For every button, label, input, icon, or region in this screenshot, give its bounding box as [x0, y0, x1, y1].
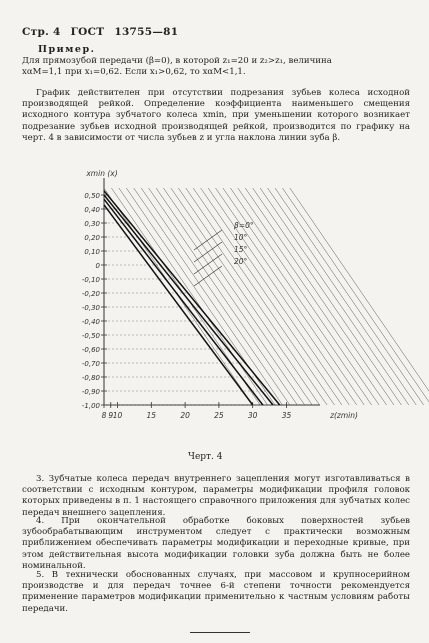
series-line	[104, 199, 263, 405]
x-tick-label: 9	[108, 411, 114, 420]
x-tick-label: 30	[247, 411, 258, 420]
figure-caption: Черт. 4	[188, 452, 223, 462]
paragraph-4: 4. При окончательной обработке боковых поверхностей зубьев зубообрабатывающим инструментом следует с практически возможным приближением обеспечивать параметры модификации и переходные кривые, при этом действительная высота модификации головки зуба должна быть не более номинальной.	[22, 516, 410, 571]
y-axis-label: xmin (x)	[86, 169, 118, 178]
y-tick-label: -1,00	[81, 402, 100, 410]
x-tick-label: 25	[214, 411, 224, 420]
x-tick-label: 35	[281, 411, 292, 420]
y-tick-label: 0,50	[84, 192, 100, 200]
y-tick-label: 0,30	[84, 220, 100, 228]
paragraph-5: 5. В технически обоснованных случаях, при массовом и крупносерийном производстве и для передач точнее 6-й степени точности рекомендуется применение параметров модификации применительно к частным условиям работы передачи.	[22, 570, 410, 614]
x-tick-label: 8	[101, 411, 107, 420]
y-tick-label: -0,10	[81, 276, 100, 284]
series-leader	[194, 230, 222, 250]
series-label: β=0°	[234, 221, 254, 230]
series-leader	[194, 242, 222, 262]
x-tick-label: 20	[180, 411, 190, 420]
x-axis-label: z(zmin)	[330, 411, 358, 420]
guide-line	[290, 188, 429, 405]
series-label: 10°	[234, 233, 248, 242]
y-tick-label: -0,50	[81, 332, 100, 340]
series-line	[104, 205, 253, 405]
y-tick-label: 0,20	[84, 234, 100, 242]
series-leader	[194, 254, 222, 274]
standard-number: 13755—81	[114, 26, 179, 38]
x-tick-label: 10	[112, 411, 123, 420]
example-line-2: xαM=1,1 при x₁=0,62. Если x₁>0,62, то xαM<1,1.	[22, 67, 246, 77]
y-tick-label: -0,60	[81, 346, 100, 354]
y-tick-label: -0,20	[81, 290, 100, 298]
guide-line	[282, 188, 429, 405]
example-line-1: Для прямозубой передачи (β=0), в которой z₁=20 и z₂>z₁, величина	[22, 56, 332, 66]
standard-label: ГОСТ	[70, 26, 105, 38]
y-tick-label: 0,40	[84, 206, 100, 214]
y-tick-label: 0,10	[84, 248, 100, 256]
end-rule	[190, 632, 250, 633]
series-leader	[194, 266, 222, 286]
x-tick-label: 15	[146, 411, 157, 420]
page-number: Стр. 4	[22, 26, 61, 38]
y-tick-label: 0	[95, 262, 100, 270]
series-label: 15°	[234, 245, 248, 254]
y-tick-label: -0,90	[81, 388, 100, 396]
y-tick-label: -0,70	[81, 360, 100, 368]
y-tick-label: -0,80	[81, 374, 100, 382]
paragraph-graph-validity: График действителен при отсутствии подрезания зубьев колеса исходной производящей рейкой. Определение коэффициента наименьшего смещения исходного контура зубчатого колеса xmin, при уменьшении которого возникает подрезание зубьев исходной производящей рейкой, производится по графику на черт. 4 в зависимости от числа зубьев z и угла наклона линии зуба β.	[22, 88, 410, 143]
example-title: Пример.	[38, 44, 96, 55]
y-tick-label: -0,40	[81, 318, 100, 326]
paragraph-3: 3. Зубчатые колеса передач внутреннего зацепления могут изготавливаться в соответствии с исходным контуром, параметры модификации профиля головок которых приведены в п. 1 настоящего справочного приложения для зубчатых колес передач внешнего зацепления.	[22, 474, 410, 518]
y-tick-label: -0,30	[81, 304, 100, 312]
series-label: 20°	[234, 257, 248, 266]
